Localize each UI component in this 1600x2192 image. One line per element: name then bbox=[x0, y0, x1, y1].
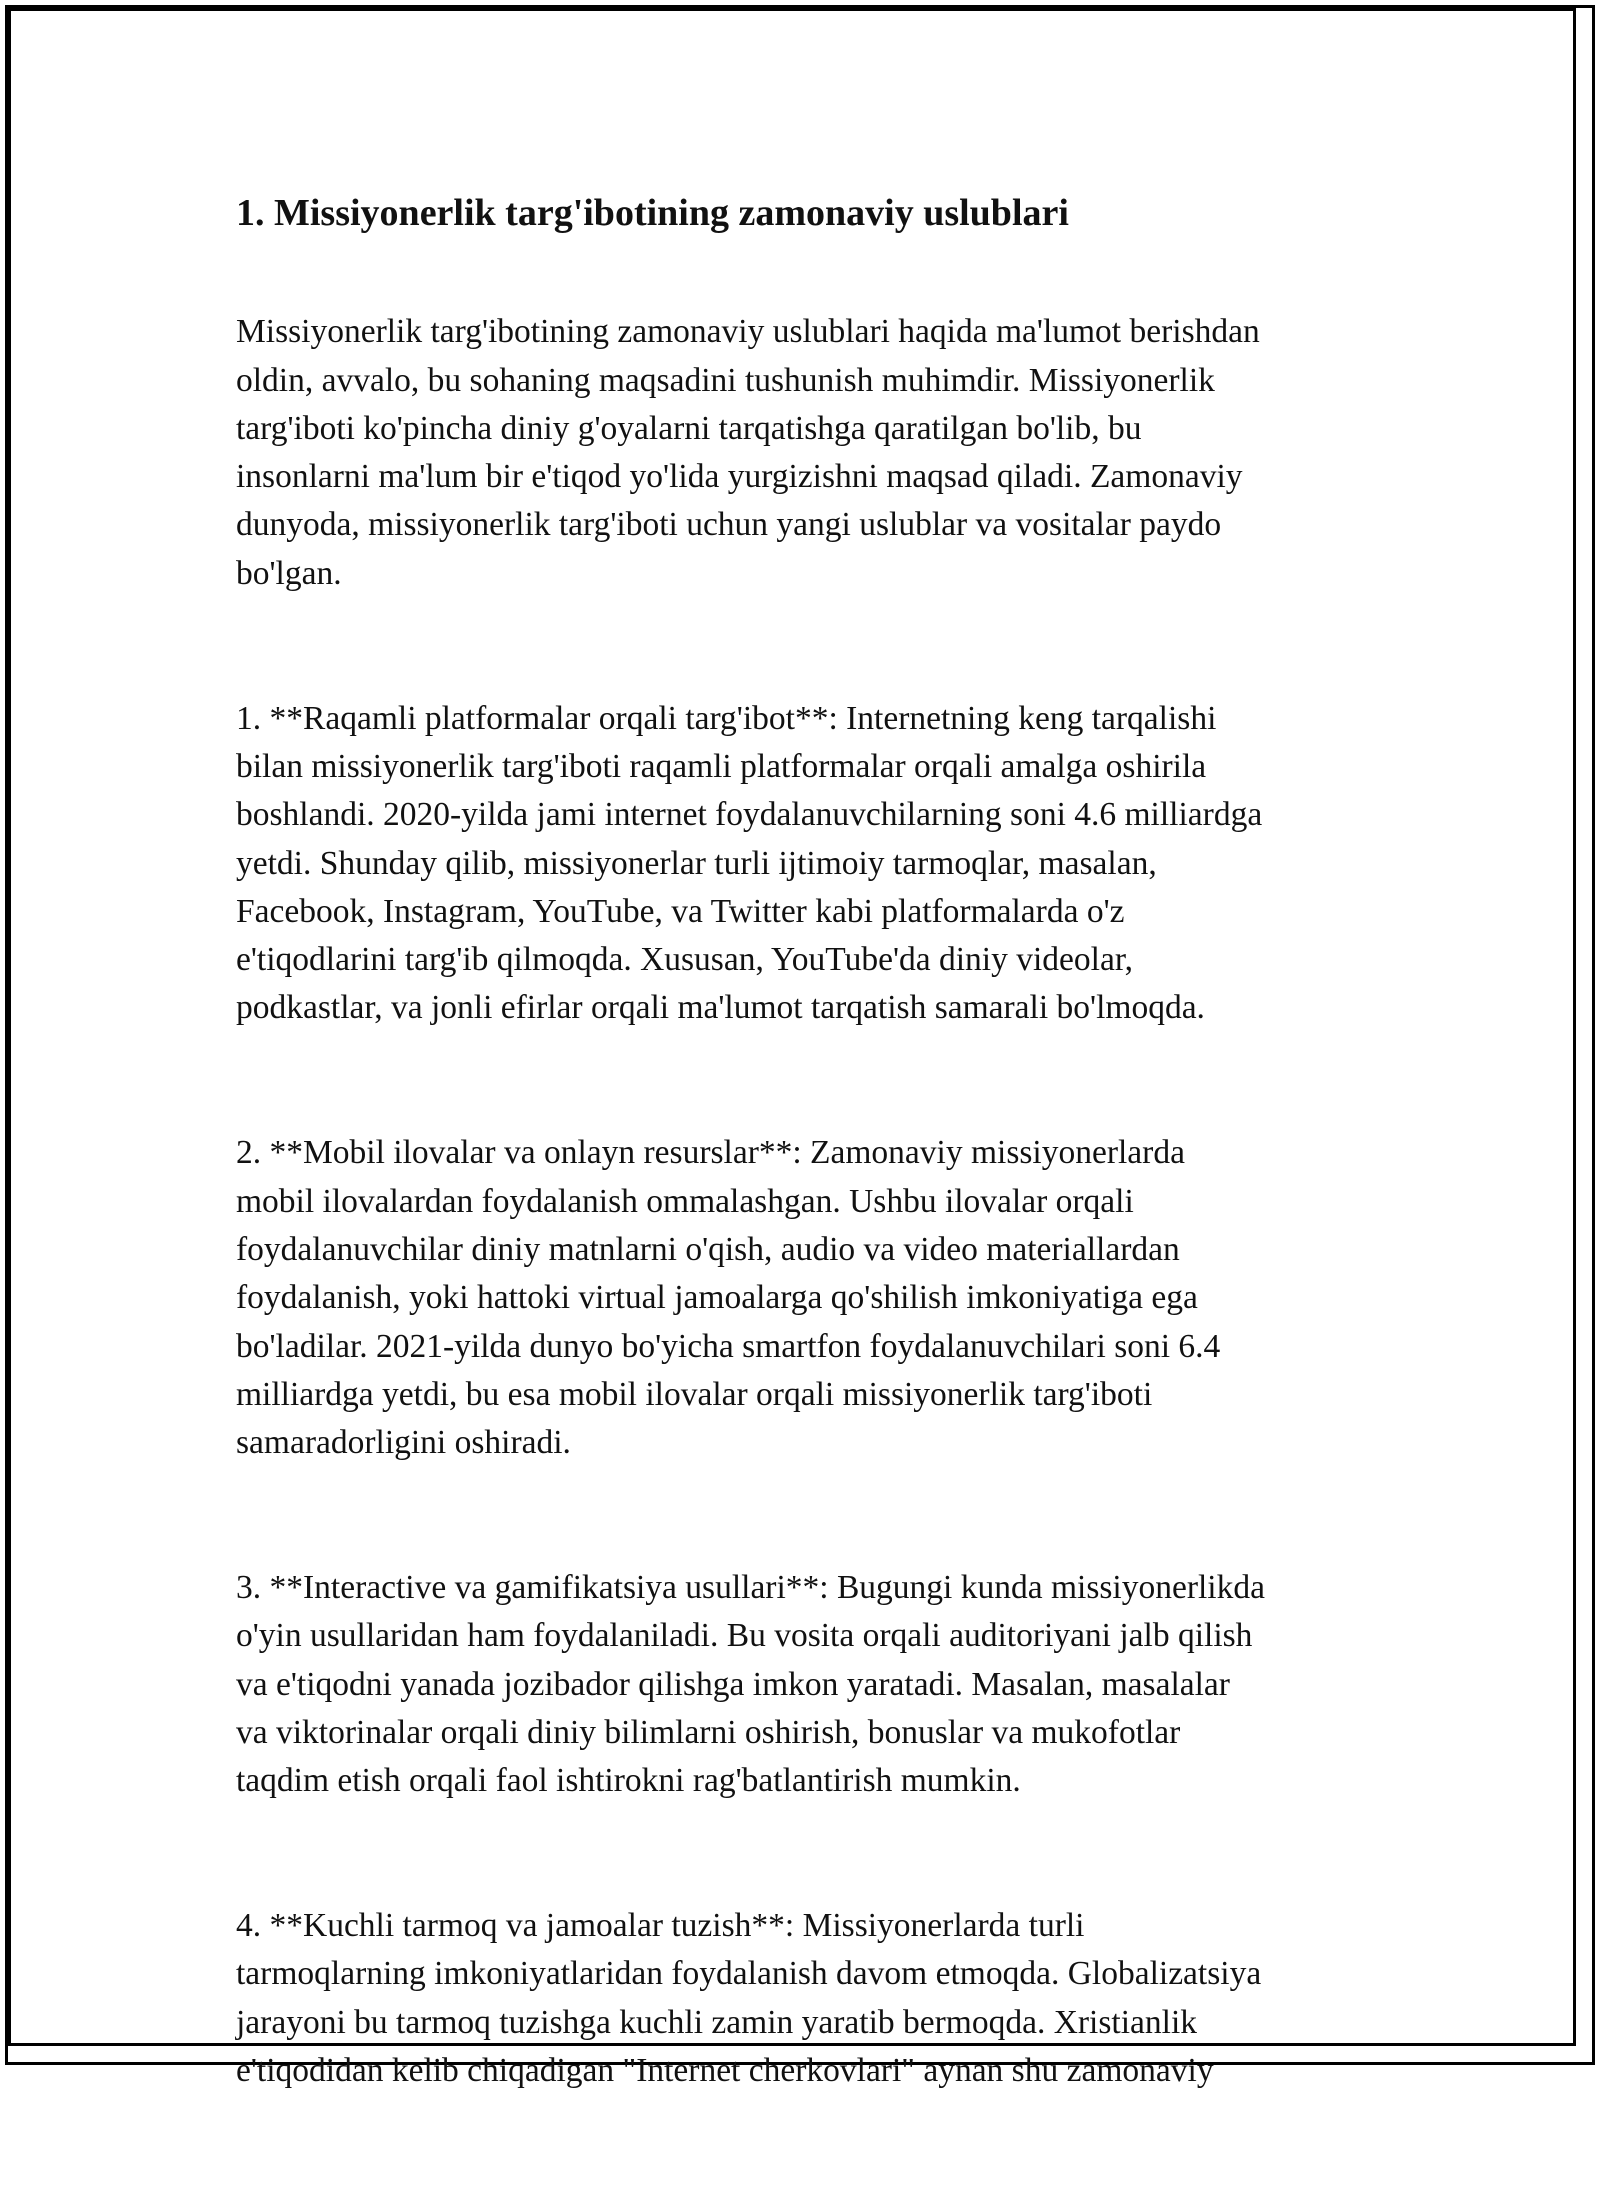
list-item-3-paragraph: 3. **Interactive va gamifikatsiya usullari**: Bugungi kunda missiyonerlikda o'yin usullaridan ham foydalaniladi. Bu vosita orqali auditoriyani jalb qilish va e'tiqodni yanada jozibador qilishga imkon yaratadi. Masalan, masalalar va viktorinalar orqali diniy bilimlarni oshirish, bonuslar va mukofotlar taqdim etish orqali faol ishtirokni rag'batlantirish mumkin. bbox=[236, 1569, 1265, 1800]
document-body bbox=[236, 186, 1386, 2192]
list-item-2-paragraph: 2. **Mobil ilovalar va onlayn resurslar**: Zamonaviy missiyonerlarda mobil ilovalardan foydalanish ommalashgan. Ushbu ilovalar orqali foydalanuvchilar diniy matnlarni o'qish, audio va video materiallardan foydalanish, yoki hattoki virtual jamoalarga qo'shilish imkoniyatiga ega bo'ladilar. 2021-yilda dunyo bo'yicha smartfon foydalanuvchilari soni 6.4 milliardga yetdi, bu esa mobil ilovalar orqali missiyonerlik targ'iboti samaradorligini oshiradi. bbox=[236, 1134, 1221, 1462]
section-heading: 1. Missiyonerlik targ'ibotining zamonaviy uslublari bbox=[236, 192, 1069, 234]
intro-paragraph: Missiyonerlik targ'ibotining zamonaviy uslublari haqida ma'lumot berishdan oldin, avvalo, bu sohaning maqsadini tushunish muhimdir. Missiyonerlik targ'iboti ko'pincha diniy g'oyalarni tarqatishga qaratilgan bo'lib, bu insonlarni ma'lum bir e'tiqod yo'lida yurgizishni maqsad qiladi. Zamonaviy dunyoda, missiyonerlik targ'iboti uchun yangi uslublar va vositalar paydo bo'lgan. bbox=[236, 313, 1260, 592]
list-item-4-paragraph: 4. **Kuchli tarmoq va jamoalar tuzish**: Missiyonerlarda turli tarmoqlarning imkoniyatlaridan foydalanish davom etmoqda. Globalizatsiya jarayoni bu tarmoq tuzishga kuchli zamin yaratib bermoqda. Xristianlik e'tiqodidan kelib chiqadigan "Internet cherkovlari" aynan shu zamonaviy bbox=[236, 1907, 1262, 2089]
list-item-1-paragraph: 1. **Raqamli platformalar orqali targ'ibot**: Internetning keng tarqalishi bilan missiyonerlik targ'iboti raqamli platformalar orqali amalga oshirila boshlandi. 2020-yilda jami internet foydalanuvchilarning soni 4.6 milliardga yetdi. Shunday qilib, missiyonerlar turli ijtimoiy tarmoqlar, masalan, Facebook, Instagram, YouTube, va Twitter kabi platformalarda o'z e'tiqodlarini targ'ib qilmoqda. Xususan, YouTube'da diniy videolar, podkastlar, va jonli efirlar orqali ma'lumot tarqatish samarali bo'lmoqda. bbox=[236, 699, 1263, 1027]
body-text bbox=[236, 260, 1386, 2192]
